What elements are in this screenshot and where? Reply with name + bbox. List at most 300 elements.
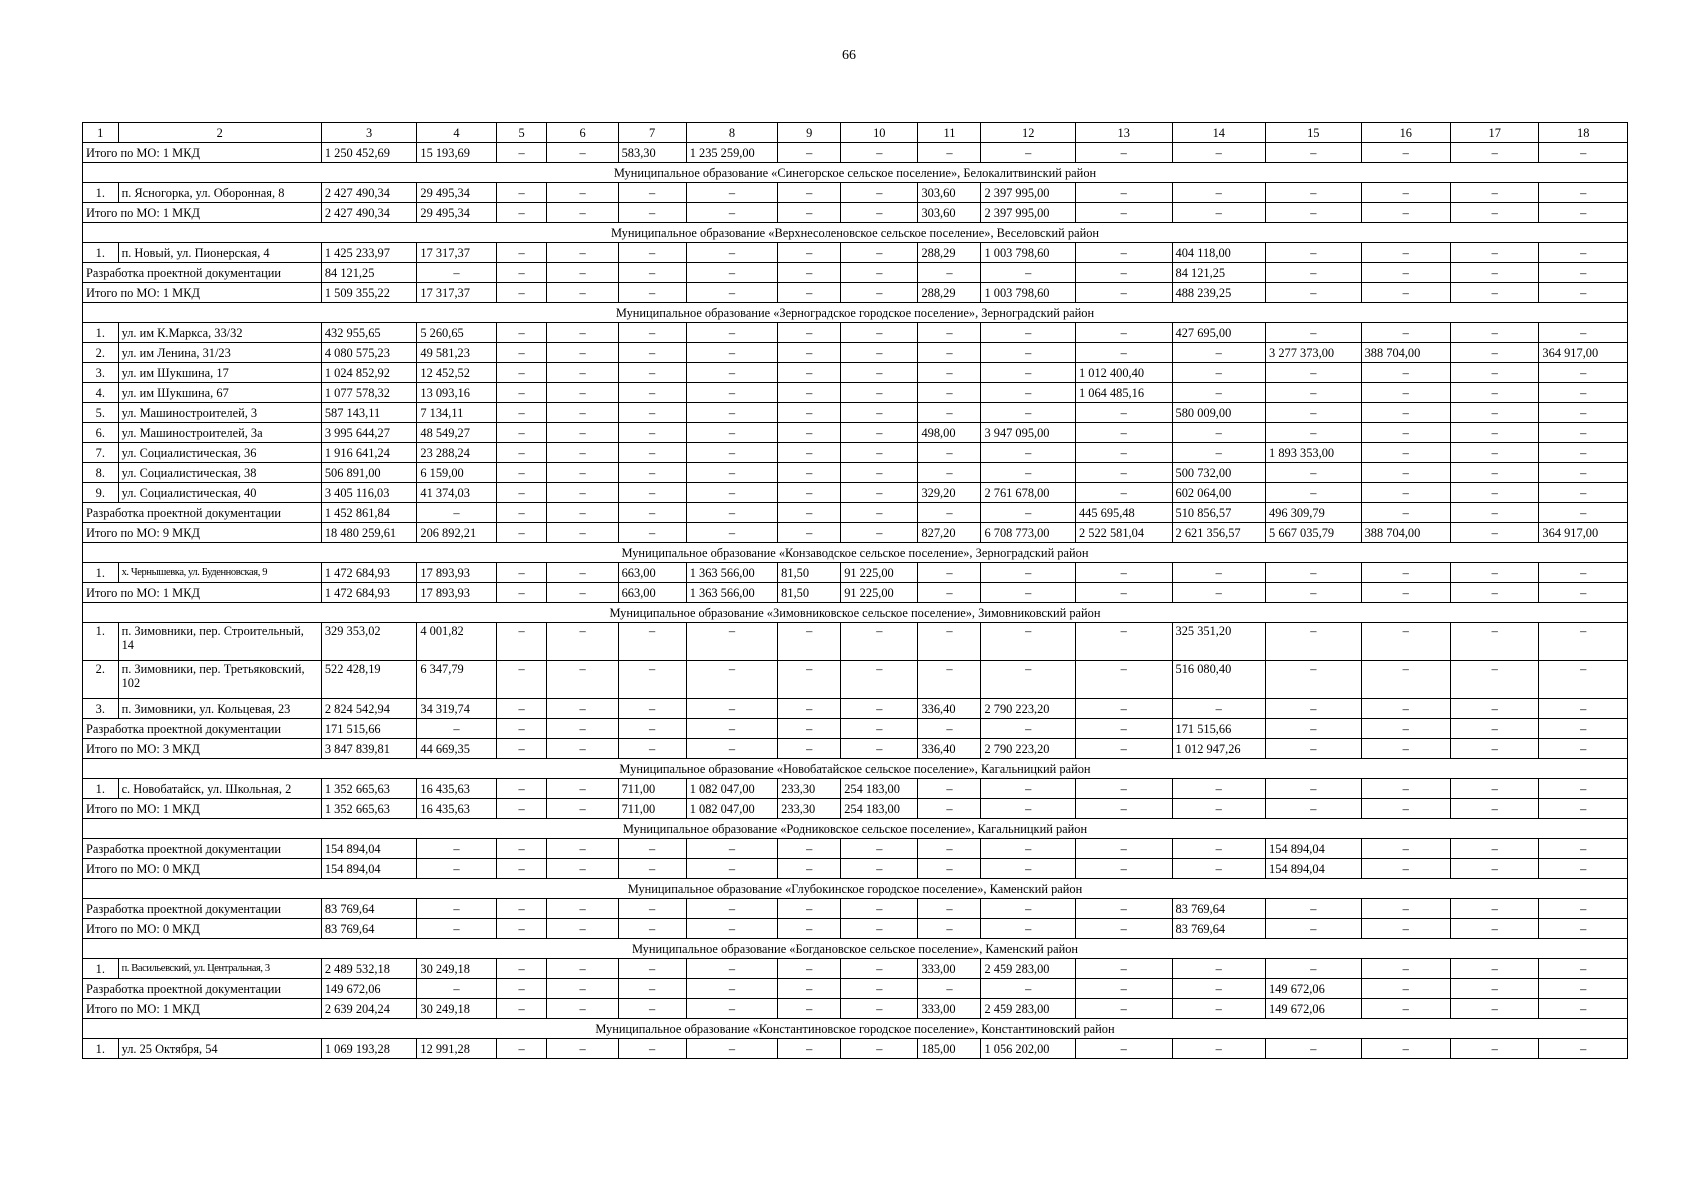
value-cell: – (547, 443, 618, 463)
value-cell: – (496, 483, 547, 503)
value-cell: – (918, 443, 981, 463)
value-cell: – (1539, 661, 1628, 699)
value-cell: – (1172, 423, 1266, 443)
value-cell: 23 288,24 (417, 443, 496, 463)
value-cell: – (496, 203, 547, 223)
value-cell: – (496, 383, 547, 403)
value-cell: – (618, 463, 686, 483)
value-cell: – (841, 739, 918, 759)
value-cell: – (1361, 263, 1450, 283)
value-cell: – (981, 583, 1076, 603)
value-cell: – (686, 1039, 777, 1059)
value-cell: – (496, 999, 547, 1019)
value-cell: – (547, 243, 618, 263)
row-number: 4. (83, 383, 119, 403)
value-cell: – (981, 979, 1076, 999)
value-cell: 329,20 (918, 483, 981, 503)
municipality-title: Муниципальное образование «Зимовниковское сельское поселение», Зимовниковский район (83, 603, 1628, 623)
value-cell: – (841, 203, 918, 223)
value-cell: – (778, 999, 841, 1019)
value-cell: – (778, 623, 841, 661)
table-row (83, 243, 1628, 263)
value-cell: – (1539, 503, 1628, 523)
value-cell: – (1361, 503, 1450, 523)
value-cell: – (496, 523, 547, 543)
section-header-row (83, 939, 1628, 959)
value-cell: 2 639 204,24 (321, 999, 417, 1019)
value-cell: 2 397 995,00 (981, 183, 1076, 203)
value-cell: – (1361, 999, 1450, 1019)
value-cell: 1 916 641,24 (321, 443, 417, 463)
address-cell: ул. Социалистическая, 36 (118, 443, 321, 463)
value-cell: – (1172, 839, 1266, 859)
value-cell: – (496, 423, 547, 443)
value-cell: – (1266, 919, 1362, 939)
address-cell: п. Ясногорка, ул. Оборонная, 8 (118, 183, 321, 203)
value-cell: – (1539, 699, 1628, 719)
table-row (83, 623, 1628, 661)
value-cell: – (1075, 283, 1172, 303)
row-label: Итого по МО: 0 МКД (83, 919, 322, 939)
value-cell: – (981, 503, 1076, 523)
value-cell: 5 667 035,79 (1266, 523, 1362, 543)
value-cell: – (496, 839, 547, 859)
value-cell: – (918, 263, 981, 283)
value-cell: – (496, 463, 547, 483)
value-cell: – (1361, 183, 1450, 203)
value-cell: – (1451, 623, 1539, 661)
value-cell: – (547, 143, 618, 163)
value-cell: – (686, 443, 777, 463)
value-cell: – (618, 661, 686, 699)
value-cell: – (1451, 463, 1539, 483)
value-cell: 336,40 (918, 739, 981, 759)
value-cell: – (1539, 959, 1628, 979)
row-label: Разработка проектной документации (83, 979, 322, 999)
value-cell: – (1075, 143, 1172, 163)
value-cell: – (981, 839, 1076, 859)
value-cell: – (417, 919, 496, 939)
row-number: 9. (83, 483, 119, 503)
value-cell: 364 917,00 (1539, 343, 1628, 363)
value-cell: – (547, 661, 618, 699)
value-cell: – (547, 363, 618, 383)
address-cell: ул. им Шукшина, 17 (118, 363, 321, 383)
value-cell: – (778, 183, 841, 203)
value-cell: 29 495,34 (417, 203, 496, 223)
value-cell: – (1266, 403, 1362, 423)
value-cell: – (618, 699, 686, 719)
value-cell: 583,30 (618, 143, 686, 163)
section-header-row (83, 163, 1628, 183)
total-row (83, 979, 1628, 999)
value-cell: – (496, 623, 547, 661)
municipality-title: Муниципальное образование «Зерноградское городское поселение», Зерноградский район (83, 303, 1628, 323)
value-cell: – (841, 283, 918, 303)
value-cell: – (1266, 483, 1362, 503)
value-cell: – (778, 523, 841, 543)
value-cell: 3 995 644,27 (321, 423, 417, 443)
value-cell: – (686, 719, 777, 739)
value-cell: – (778, 959, 841, 979)
row-number: 8. (83, 463, 119, 483)
total-row (83, 919, 1628, 939)
value-cell: – (1539, 323, 1628, 343)
column-header: 8 (686, 123, 777, 143)
value-cell: – (1075, 583, 1172, 603)
value-cell: 84 121,25 (321, 263, 417, 283)
value-cell: 149 672,06 (1266, 979, 1362, 999)
value-cell: 1 352 665,63 (321, 799, 417, 819)
value-cell: – (1266, 423, 1362, 443)
value-cell: – (1361, 859, 1450, 879)
column-header: 2 (118, 123, 321, 143)
value-cell: – (1451, 999, 1539, 1019)
value-cell: 1 056 202,00 (981, 1039, 1076, 1059)
value-cell: – (778, 283, 841, 303)
value-cell: – (1266, 1039, 1362, 1059)
value-cell: – (778, 403, 841, 423)
value-cell: – (1451, 839, 1539, 859)
value-cell: – (1266, 719, 1362, 739)
value-cell: 30 249,18 (417, 959, 496, 979)
value-cell: – (841, 919, 918, 939)
municipality-title: Муниципальное образование «Синегорское сельское поселение», Белокалитвинский район (83, 163, 1628, 183)
value-cell: – (686, 899, 777, 919)
value-cell: – (1539, 443, 1628, 463)
value-cell: – (686, 959, 777, 979)
value-cell: – (1539, 779, 1628, 799)
row-number: 1. (83, 183, 119, 203)
value-cell: 17 317,37 (417, 283, 496, 303)
address-cell: ул. Машиностроителей, 3 (118, 403, 321, 423)
value-cell: – (918, 779, 981, 799)
value-cell: – (778, 143, 841, 163)
section-header-row (83, 603, 1628, 623)
value-cell: – (1539, 263, 1628, 283)
value-cell: – (1075, 403, 1172, 423)
value-cell: – (1361, 403, 1450, 423)
value-cell: – (778, 719, 841, 739)
value-cell: 2 427 490,34 (321, 203, 417, 223)
value-cell: – (686, 623, 777, 661)
value-cell: 1 064 485,16 (1075, 383, 1172, 403)
row-number: 2. (83, 343, 119, 363)
value-cell: – (1075, 719, 1172, 739)
value-cell: 83 769,64 (1172, 899, 1266, 919)
value-cell: 333,00 (918, 959, 981, 979)
value-cell: – (496, 183, 547, 203)
value-cell: – (1539, 383, 1628, 403)
row-label: Итого по МО: 1 МКД (83, 583, 322, 603)
row-number: 7. (83, 443, 119, 463)
value-cell: – (1451, 343, 1539, 363)
value-cell: – (981, 343, 1076, 363)
row-label: Разработка проектной документации (83, 719, 322, 739)
value-cell: – (1075, 919, 1172, 939)
value-cell: 1 363 566,00 (686, 583, 777, 603)
value-cell: – (496, 979, 547, 999)
value-cell: – (981, 859, 1076, 879)
value-cell: – (1361, 899, 1450, 919)
table-header-row (83, 123, 1628, 143)
value-cell: – (841, 403, 918, 423)
value-cell: 333,00 (918, 999, 981, 1019)
row-number: 2. (83, 661, 119, 699)
value-cell: – (778, 899, 841, 919)
value-cell: – (547, 739, 618, 759)
value-cell: – (618, 1039, 686, 1059)
value-cell: – (841, 899, 918, 919)
address-cell: ул. 25 Октября, 54 (118, 1039, 321, 1059)
value-cell: – (496, 363, 547, 383)
row-label: Разработка проектной документации (83, 263, 322, 283)
value-cell: – (547, 263, 618, 283)
value-cell: 3 847 839,81 (321, 739, 417, 759)
value-cell: – (841, 263, 918, 283)
value-cell: – (1172, 563, 1266, 583)
value-cell: – (417, 899, 496, 919)
value-cell: – (1172, 1039, 1266, 1059)
total-row (83, 583, 1628, 603)
value-cell: – (1539, 859, 1628, 879)
value-cell: 91 225,00 (841, 563, 918, 583)
table-row (83, 699, 1628, 719)
column-header: 5 (496, 123, 547, 143)
value-cell: – (981, 263, 1076, 283)
total-row (83, 799, 1628, 819)
value-cell: 29 495,34 (417, 183, 496, 203)
value-cell: – (778, 699, 841, 719)
value-cell: – (1075, 799, 1172, 819)
value-cell: – (1451, 739, 1539, 759)
value-cell: – (918, 623, 981, 661)
address-cell: п. Зимовники, ул. Кольцевая, 23 (118, 699, 321, 719)
row-label: Итого по МО: 0 МКД (83, 859, 322, 879)
value-cell: – (918, 143, 981, 163)
value-cell: – (918, 719, 981, 739)
value-cell: – (1075, 623, 1172, 661)
value-cell: – (981, 919, 1076, 939)
value-cell: – (1361, 799, 1450, 819)
total-row (83, 283, 1628, 303)
value-cell: 5 260,65 (417, 323, 496, 343)
value-cell: – (841, 523, 918, 543)
value-cell: – (1266, 661, 1362, 699)
value-cell: 1 082 047,00 (686, 799, 777, 819)
value-cell: – (686, 363, 777, 383)
value-cell: 4 001,82 (417, 623, 496, 661)
value-cell: 2 397 995,00 (981, 203, 1076, 223)
value-cell: – (778, 661, 841, 699)
value-cell: – (918, 323, 981, 343)
municipality-title: Муниципальное образование «Родниковское сельское поселение», Кагальницкий район (83, 819, 1628, 839)
value-cell: – (1075, 779, 1172, 799)
value-cell: 336,40 (918, 699, 981, 719)
value-cell: – (686, 483, 777, 503)
value-cell: 500 732,00 (1172, 463, 1266, 483)
value-cell: 2 427 490,34 (321, 183, 417, 203)
table-row (83, 443, 1628, 463)
value-cell: – (618, 323, 686, 343)
value-cell: 1 425 233,97 (321, 243, 417, 263)
value-cell: – (981, 143, 1076, 163)
value-cell: – (1361, 623, 1450, 661)
value-cell: – (547, 959, 618, 979)
value-cell: – (686, 839, 777, 859)
table-row (83, 403, 1628, 423)
value-cell: – (841, 243, 918, 263)
address-cell: п. Зимовники, пер. Третьяковский, 102 (118, 661, 321, 699)
address-cell: с. Новобатайск, ул. Школьная, 2 (118, 779, 321, 799)
value-cell: – (1361, 661, 1450, 699)
value-cell: – (1075, 423, 1172, 443)
value-cell: – (618, 183, 686, 203)
value-cell: – (686, 203, 777, 223)
value-cell: – (1451, 661, 1539, 699)
value-cell: – (1172, 363, 1266, 383)
value-cell: – (1266, 243, 1362, 263)
value-cell: – (547, 283, 618, 303)
value-cell: – (547, 839, 618, 859)
value-cell: – (618, 523, 686, 543)
value-cell: – (686, 739, 777, 759)
value-cell: – (918, 799, 981, 819)
value-cell: – (1361, 919, 1450, 939)
value-cell: 1 077 578,32 (321, 383, 417, 403)
value-cell: – (778, 979, 841, 999)
value-cell: 3 405 116,03 (321, 483, 417, 503)
value-cell: – (547, 979, 618, 999)
value-cell: – (618, 343, 686, 363)
value-cell: 602 064,00 (1172, 483, 1266, 503)
value-cell: – (1075, 463, 1172, 483)
row-number: 1. (83, 623, 119, 661)
value-cell: 154 894,04 (1266, 839, 1362, 859)
section-header-row (83, 1019, 1628, 1039)
value-cell: – (496, 719, 547, 739)
value-cell: – (841, 623, 918, 661)
column-header: 3 (321, 123, 417, 143)
value-cell: 1 012 947,26 (1172, 739, 1266, 759)
value-cell: – (778, 483, 841, 503)
value-cell: 83 769,64 (1172, 919, 1266, 939)
value-cell: – (918, 859, 981, 879)
value-cell: 432 955,65 (321, 323, 417, 343)
value-cell: – (686, 523, 777, 543)
value-cell: – (496, 779, 547, 799)
page-number: 66 (842, 48, 856, 63)
value-cell: – (618, 899, 686, 919)
value-cell: – (686, 919, 777, 939)
value-cell: – (841, 423, 918, 443)
value-cell: – (1172, 383, 1266, 403)
value-cell: – (686, 243, 777, 263)
value-cell: – (981, 623, 1076, 661)
value-cell: 49 581,23 (417, 343, 496, 363)
value-cell: 254 183,00 (841, 779, 918, 799)
value-cell: – (1075, 899, 1172, 919)
value-cell: – (417, 859, 496, 879)
value-cell: – (1172, 959, 1266, 979)
value-cell: 496 309,79 (1266, 503, 1362, 523)
value-cell: 2 790 223,20 (981, 699, 1076, 719)
table-row (83, 779, 1628, 799)
row-label: Итого по МО: 1 МКД (83, 203, 322, 223)
value-cell: 34 319,74 (417, 699, 496, 719)
value-cell: – (1266, 699, 1362, 719)
value-cell: – (686, 263, 777, 283)
value-cell: – (1451, 203, 1539, 223)
value-cell: – (1172, 183, 1266, 203)
column-header: 12 (981, 123, 1076, 143)
table-row (83, 363, 1628, 383)
table-row (83, 343, 1628, 363)
value-cell: – (918, 563, 981, 583)
municipality-title: Муниципальное образование «Новобатайское сельское поселение», Кагальницкий район (83, 759, 1628, 779)
address-cell: ул. им К.Маркса, 33/32 (118, 323, 321, 343)
value-cell: – (918, 919, 981, 939)
value-cell: – (1361, 739, 1450, 759)
value-cell: – (496, 959, 547, 979)
value-cell: – (1451, 283, 1539, 303)
municipality-title: Муниципальное образование «Константиновское городское поселение», Константиновский район (83, 1019, 1628, 1039)
value-cell: – (618, 383, 686, 403)
value-cell: – (547, 423, 618, 443)
row-label: Итого по МО: 3 МКД (83, 739, 322, 759)
value-cell: – (1266, 263, 1362, 283)
value-cell: 154 894,04 (321, 839, 417, 859)
value-cell: – (547, 999, 618, 1019)
value-cell: – (841, 699, 918, 719)
table-row (83, 959, 1628, 979)
value-cell: – (1451, 523, 1539, 543)
value-cell: – (547, 699, 618, 719)
row-number: 1. (83, 563, 119, 583)
value-cell: 12 991,28 (417, 1039, 496, 1059)
value-cell: – (1266, 739, 1362, 759)
value-cell: – (1451, 263, 1539, 283)
value-cell: – (1266, 779, 1362, 799)
value-cell: – (547, 383, 618, 403)
value-cell: – (547, 523, 618, 543)
value-cell: 83 769,64 (321, 919, 417, 939)
value-cell: – (1266, 363, 1362, 383)
value-cell: – (618, 739, 686, 759)
value-cell: – (1539, 483, 1628, 503)
value-cell: 7 134,11 (417, 403, 496, 423)
value-cell: – (417, 503, 496, 523)
value-cell: 1 509 355,22 (321, 283, 417, 303)
value-cell: 498,00 (918, 423, 981, 443)
value-cell: – (496, 323, 547, 343)
value-cell: – (841, 383, 918, 403)
value-cell: – (1451, 243, 1539, 263)
value-cell: – (496, 919, 547, 939)
value-cell: – (1539, 1039, 1628, 1059)
value-cell: – (547, 563, 618, 583)
value-cell: – (1361, 443, 1450, 463)
table-row (83, 383, 1628, 403)
row-label: Итого по МО: 9 МКД (83, 523, 322, 543)
value-cell: – (918, 979, 981, 999)
value-cell: 1 472 684,93 (321, 583, 417, 603)
value-cell: – (1361, 699, 1450, 719)
value-cell: – (1172, 859, 1266, 879)
table-row (83, 1039, 1628, 1059)
value-cell: – (1451, 979, 1539, 999)
row-number: 5. (83, 403, 119, 423)
